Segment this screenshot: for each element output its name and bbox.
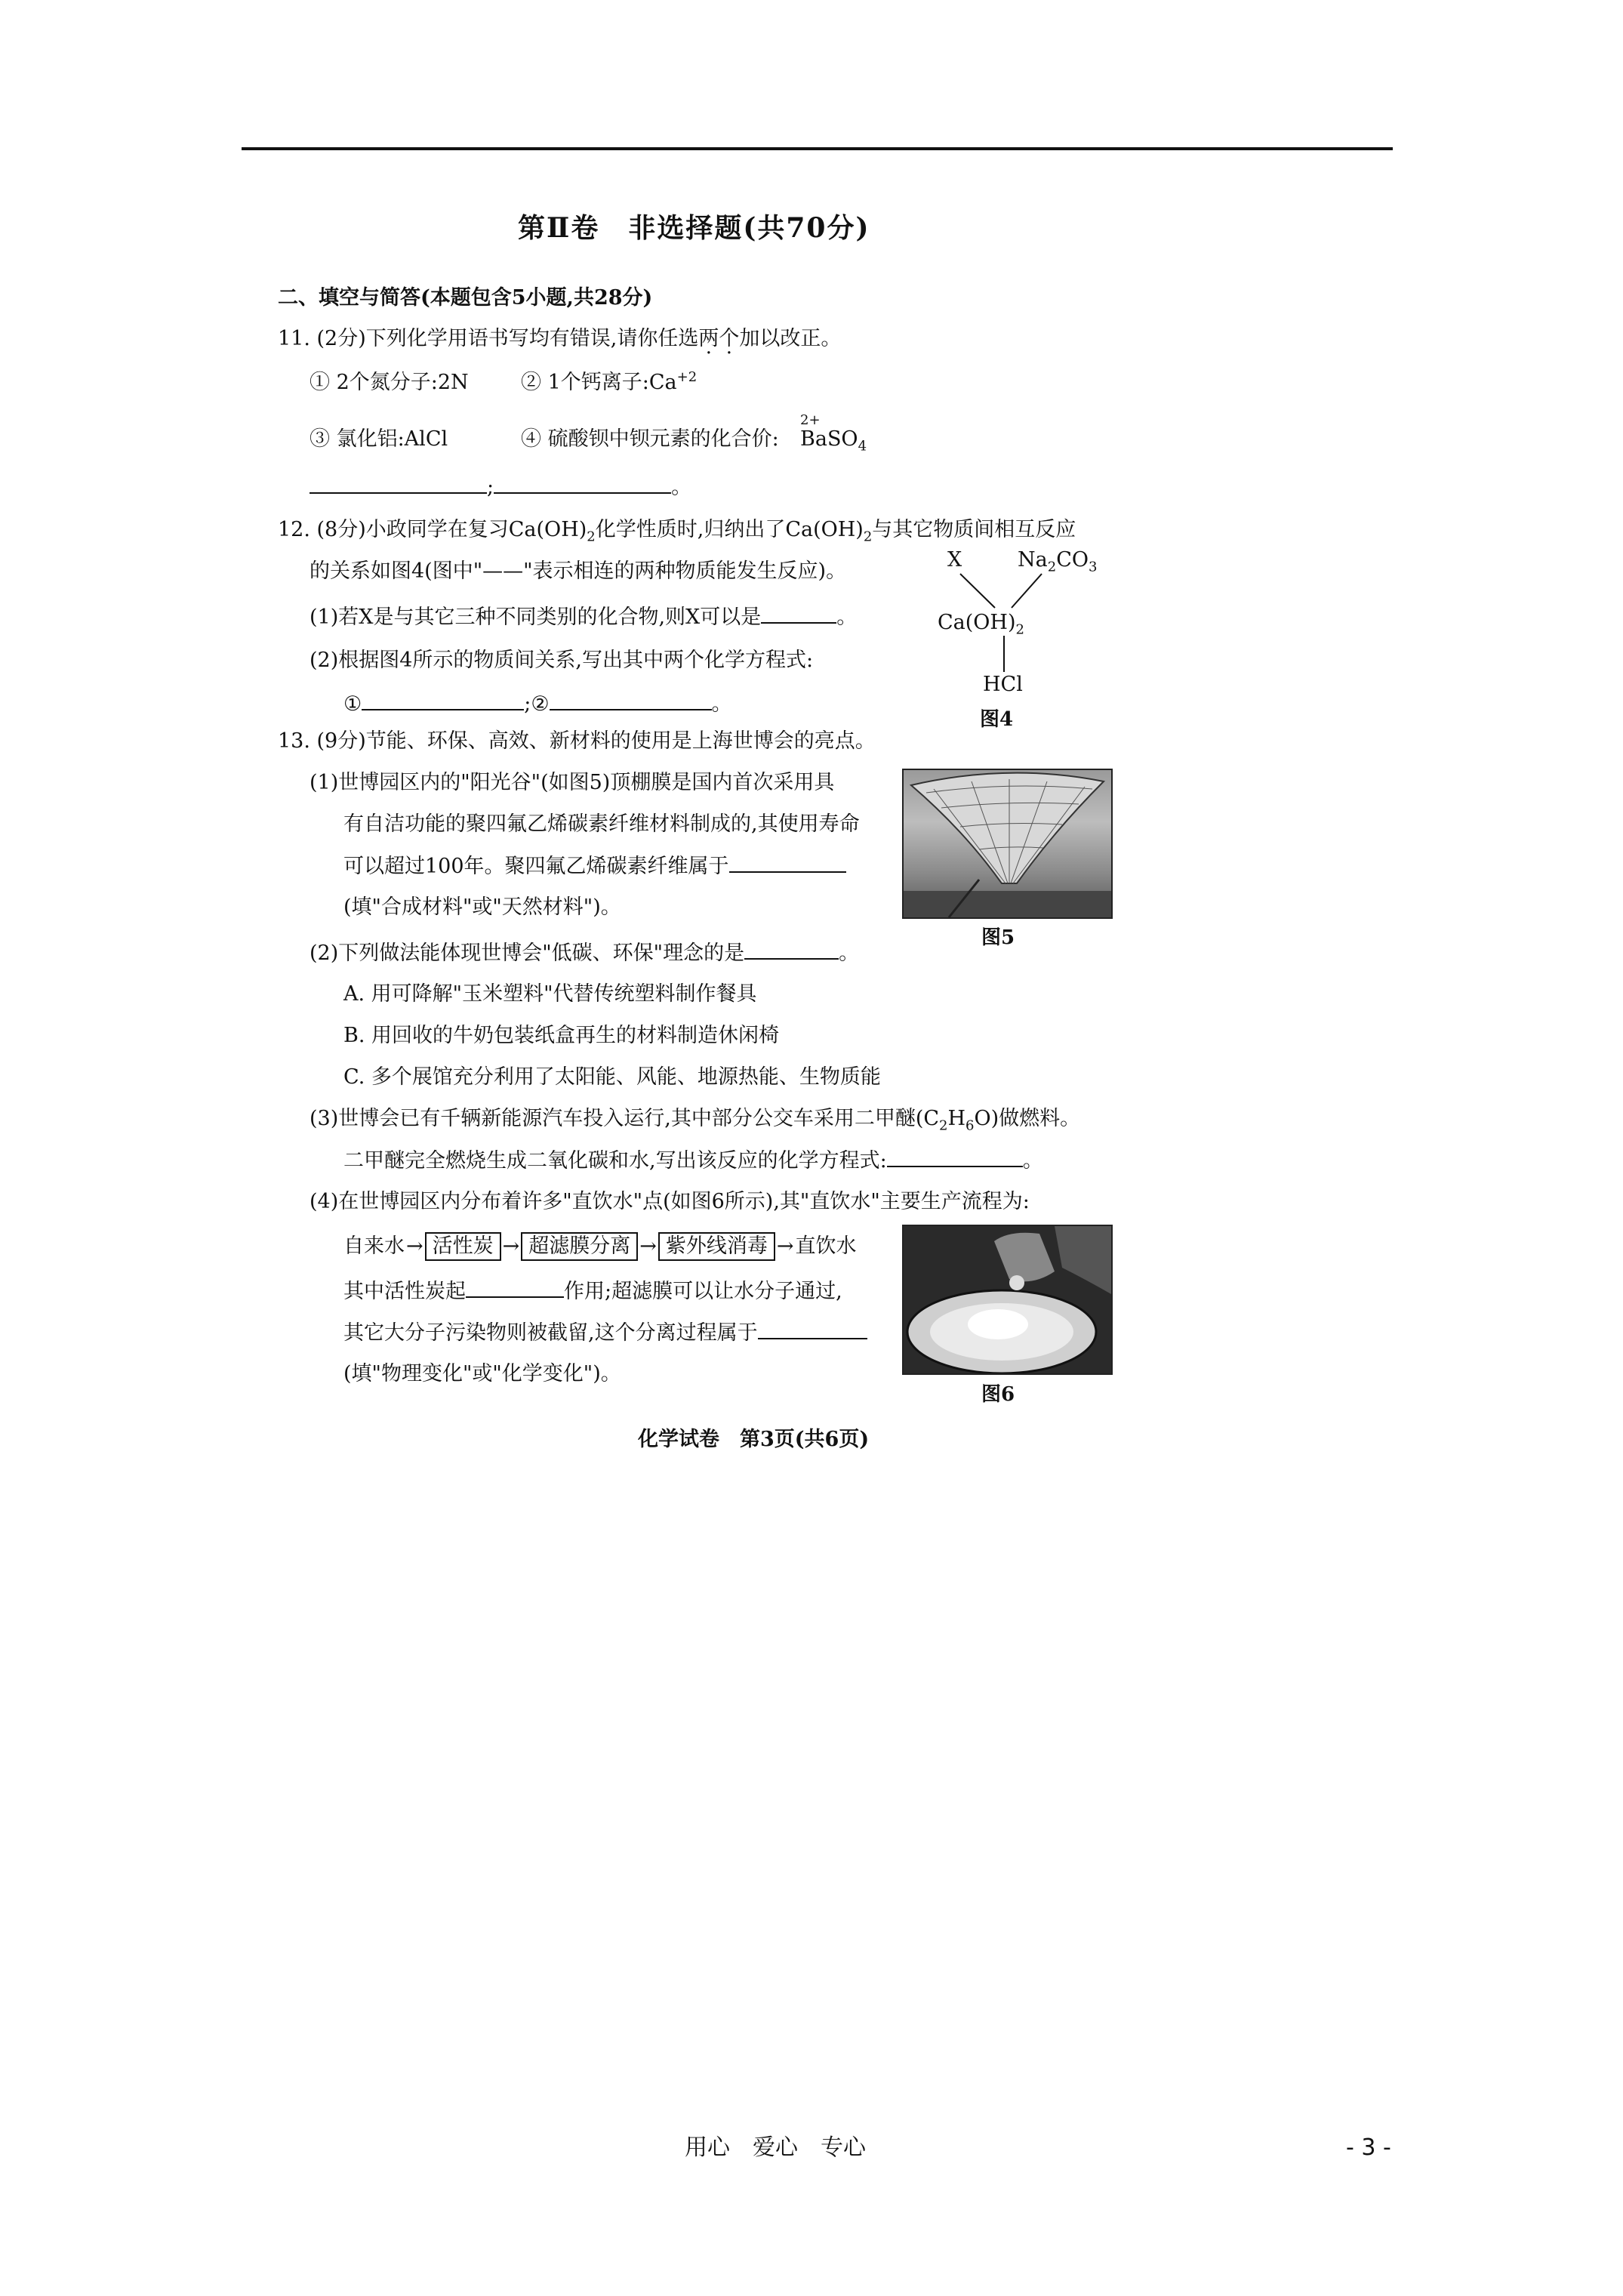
sun-valley-structure-image	[904, 770, 1111, 917]
q13-p2: (2)下列做法能体现世博会"低碳、环保"理念的是 。	[310, 942, 860, 965]
flow-arrow: →	[406, 1234, 423, 1258]
part-heading: 二、填空与简答(本题包含5小题,共28分)	[278, 286, 653, 310]
flow-arrow: →	[502, 1234, 520, 1258]
flow-step-activated-carbon: 活性炭	[425, 1232, 501, 1261]
answer-blank[interactable]	[729, 853, 846, 873]
q11-item3: ③ 氯化铝:AlCl	[310, 427, 448, 451]
q13-p1-l2: 有自洁功能的聚四氟乙烯碳素纤维材料制成的,其使用寿命	[343, 812, 860, 836]
flow-arrow: →	[776, 1234, 794, 1258]
q13-p4-l5: (填"物理变化"或"化学变化")。	[343, 1362, 621, 1385]
q11-item4: ④ 硫酸钡中钡元素的化合价:	[521, 427, 779, 451]
q13-p1-l4: (填"合成材料"或"天然材料")。	[343, 895, 621, 919]
node-caoh2: $Ca(OH)_2$	[938, 611, 1024, 638]
answer-blank[interactable]	[310, 474, 487, 494]
q13-stem: 13. (9分)节能、环保、高效、新材料的使用是上海世博会的亮点。	[278, 729, 876, 753]
q13-p4-l1: (4)在世博园区内分布着许多"直饮水"点(如图6所示),其"直饮水"主要生产流程为:	[310, 1190, 1030, 1213]
drinking-fountain-image	[904, 1226, 1111, 1373]
answer-blank[interactable]	[550, 691, 712, 710]
flow-step-ultrafiltration: 超滤膜分离	[521, 1232, 638, 1261]
q13-flow-chart	[343, 1232, 857, 1261]
node-hcl: HCl	[983, 673, 1023, 696]
q11-item4-valence: 2+	[800, 412, 821, 428]
answer-blank[interactable]	[761, 604, 836, 624]
figure-6-caption: 图6	[981, 1383, 1015, 1406]
q13-p3-l1: (3)世博会已有千辆新能源汽车投入运行,其中部分公交车采用二甲醚$(C_2H_6O)$做燃料。	[310, 1107, 1081, 1134]
q13-option-c: C. 多个展馆充分利用了太阳能、风能、地源热能、生物质能	[343, 1065, 881, 1089]
answer-blank[interactable]	[362, 691, 524, 710]
q12-sub2: (2)根据图4所示的物质间关系,写出其中两个化学方程式:	[310, 649, 814, 672]
section-title: 第Ⅱ卷 非选择题(共70分)	[518, 212, 870, 244]
q13-p3-l2: 二甲醚完全燃烧生成二氧化碳和水,写出该反应的化学方程式: 。	[343, 1149, 1043, 1173]
q12-line2: 的关系如图4(图中"——"表示相连的两种物质能发生反应)。	[310, 559, 847, 583]
header-rule	[242, 147, 1393, 150]
node-na2co3: $Na_2CO_3$	[1018, 548, 1098, 575]
answer-blank[interactable]	[744, 940, 839, 960]
reaction-lines	[929, 544, 1110, 740]
flow-start: 自来水	[343, 1234, 405, 1258]
answer-blank[interactable]	[494, 474, 671, 494]
footer-motto: 用心 爱心 专心	[685, 2134, 866, 2161]
flow-end: 直饮水	[795, 1234, 857, 1258]
bond-x	[960, 574, 995, 608]
figure-6-photo	[902, 1225, 1113, 1375]
figure-5-caption: 图5	[981, 926, 1015, 949]
q13-p4-l3: 其中活性炭起 作用;超滤膜可以让水分子通过,	[343, 1280, 842, 1303]
answer-blank[interactable]	[466, 1278, 564, 1298]
q11-item2: ② 1个钙离子$:Ca^{+2}$	[521, 369, 698, 394]
q11-answer-line: ; 。	[310, 474, 691, 501]
q13-option-b: B. 用回收的牛奶包装纸盒再生的材料制造休闲椅	[343, 1024, 780, 1047]
q13-p1-l3: 可以超过100年。聚四氟乙烯碳素纤维属于	[343, 853, 846, 880]
node-x: X	[947, 548, 962, 572]
footer-page-number: - 3 -	[1346, 2134, 1391, 2161]
figure-5-photo	[902, 769, 1113, 919]
answer-blank[interactable]	[887, 1148, 1023, 1167]
q12-line1: 12. (8分)小政同学在复习$Ca(OH)_2$化学性质时,归纳出了$Ca(OH)_2$与其它物质间相互反应	[278, 518, 1076, 545]
figure-4-diagram	[929, 544, 1110, 740]
bond-na2co3	[1012, 574, 1042, 608]
subject-page-footer: 化学试卷 第3页(共6页)	[638, 1428, 870, 1451]
q11-item1: ① 2个氮分子:2N	[310, 371, 469, 394]
flow-arrow: →	[639, 1234, 657, 1258]
q13-p1-l1: (1)世博园区内的"阳光谷"(如图5)顶棚膜是国内首次采用具	[310, 771, 835, 794]
answer-blank[interactable]	[758, 1320, 867, 1339]
q11-stem: 11. (2分)下列化学用语书写均有错误,请你任选两个加以改正。	[278, 327, 842, 350]
q13-option-a: A. 用可降解"玉米塑料"代替传统塑料制作餐具	[343, 982, 757, 1006]
q12-answer-line: ① ;② 。	[343, 692, 732, 716]
figure-4-caption: 图4	[980, 708, 1014, 731]
q12-sub1: (1)若X是与其它三种不同类别的化合物,则X可以是 。	[310, 606, 858, 629]
q13-p4-l4: 其它大分子污染物则被截留,这个分离过程属于	[343, 1320, 867, 1346]
q11-item4-formula: BaSO$_4$	[800, 427, 867, 455]
flow-step-uv-disinfection: 紫外线消毒	[658, 1232, 775, 1261]
